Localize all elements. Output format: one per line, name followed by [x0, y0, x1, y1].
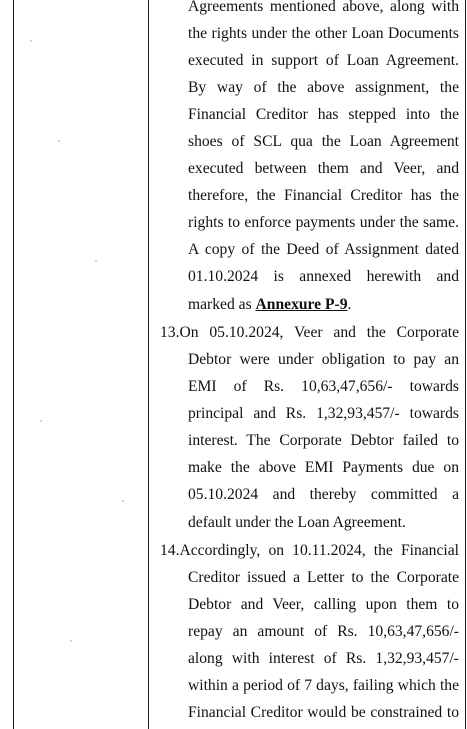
text-fragment: .: [347, 296, 352, 313]
text-line: 05.10.2024 and thereby committed a: [188, 486, 459, 503]
text-line: default under the Loan Agreement.: [188, 514, 406, 531]
text-line: interest. The Corporate Debtor failed to: [188, 432, 459, 449]
table-column-divider: [148, 0, 149, 729]
text-line: Debtor were under obligation to pay an: [188, 351, 459, 368]
text-line: Financial Creditor would be constrained to: [188, 704, 459, 721]
text-line: the rights under the other Loan Documents: [188, 25, 459, 42]
text-line: make the above EMI Payments due on: [188, 459, 459, 476]
text-line: executed between them and Veer, and: [188, 160, 459, 177]
text-line: therefore, the Financial Creditor has the: [188, 187, 459, 204]
scan-speck: [58, 140, 60, 142]
text-line: Financial Creditor has stepped into the: [188, 106, 459, 123]
scan-speck: [30, 40, 32, 42]
scan-speck: [122, 500, 124, 502]
table-right-border: [465, 0, 466, 729]
text-line: rights to enforce payments under the same.: [188, 214, 459, 231]
text-line: By way of the above assignment, the: [188, 79, 459, 96]
text-line: executed in support of Loan Agreement.: [188, 52, 459, 69]
scan-speck: [95, 260, 97, 262]
annexure-reference: Annexure P-9: [255, 296, 348, 313]
text-line-annexure: [188, 295, 351, 315]
text-line: repay an amount of Rs. 10,63,47,656/-: [188, 623, 459, 640]
text-line: Creditor issued a Letter to the Corporate: [188, 569, 459, 586]
text-line: Agreements mentioned above, along with: [188, 0, 459, 15]
scan-speck: [40, 420, 42, 422]
text-fragment: marked as: [188, 296, 256, 313]
text-line: A copy of the Deed of Assignment dated: [188, 241, 459, 258]
paragraph-14-first-line: 14.Accordingly, on 10.11.2024, the Financial: [160, 542, 459, 559]
paragraph-13-first-line: 13.On 05.10.2024, Veer and the Corporate: [160, 324, 459, 341]
table-left-border: [13, 0, 14, 729]
text-line: shoes of SCL qua the Loan Agreement: [188, 133, 459, 150]
text-line: 01.10.2024 is annexed herewith and: [188, 268, 459, 285]
text-line: principal and Rs. 1,32,93,457/- towards: [188, 405, 459, 422]
text-line: EMI of Rs. 10,63,47,656/- towards: [188, 378, 459, 395]
text-line: Debtor and Veer, calling upon them to: [188, 596, 459, 613]
text-line: within a period of 7 days, failing which the: [188, 677, 459, 694]
text-line: along with interest of Rs. 1,32,93,457/-: [188, 650, 459, 667]
scan-speck: [70, 640, 72, 642]
